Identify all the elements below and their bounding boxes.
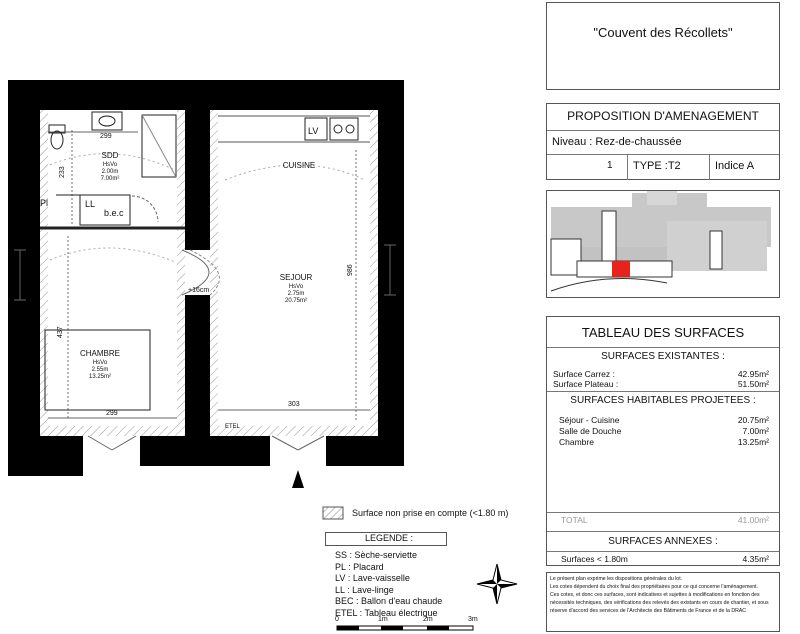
wall-top	[8, 80, 404, 110]
room-sejour-hsvo: HsVo	[288, 284, 304, 290]
scale-tick: 2m	[423, 616, 433, 623]
room-sdd-hsvo: HsVo	[102, 162, 118, 168]
wall-bottom-right	[326, 436, 404, 466]
proposal-type: TYPE :T2	[633, 160, 681, 172]
legend-items	[335, 550, 442, 619]
wall-right	[378, 80, 404, 436]
projected-label: Salle de Douche	[559, 426, 622, 436]
wall-left	[8, 80, 40, 475]
north-arrow-entrance	[292, 470, 304, 488]
note-line: nécessités techniques, des vérifications des relevés des existants en cours de chantier, et sous	[550, 600, 769, 606]
note-line: Les cotes dépendent du choix final des propriétaires pour ce qui concerne l'aménagement.	[550, 584, 759, 590]
wall-bottom-center	[140, 436, 270, 466]
legend-item: ETEL : Tableau électrique	[335, 607, 438, 618]
compass-rose-icon	[475, 562, 520, 607]
note-line: Ces cotes, et donc ces surfaces, sont indicatives et sujettes à modifications en fonction des	[550, 592, 760, 598]
proposal-lot: 1	[607, 160, 613, 171]
annex-title: SURFACES ANNEXES :	[608, 536, 718, 547]
room-sdd-name: SDD	[101, 151, 119, 160]
dim-sdd-h: 233	[59, 166, 66, 178]
wall-bottom-left	[8, 436, 83, 476]
scale-tick: 0	[335, 616, 339, 623]
legend-item: SS : Sèche-serviette	[335, 550, 418, 560]
surfaces-title: TABLEAU DES SURFACES	[581, 325, 745, 340]
dim-chambre-w: 299	[106, 410, 118, 417]
legend-item: PL : Placard	[335, 561, 384, 572]
walls	[8, 80, 404, 476]
sink-sdd	[92, 112, 122, 130]
room-chambre-hsvo: HsVo	[92, 360, 108, 366]
projected-value: 7.00m²	[742, 426, 769, 436]
projected-label: Séjour - Cuisine	[559, 415, 620, 425]
hatch-swatch	[322, 506, 344, 520]
projected-label: Chambre	[559, 437, 594, 447]
scale-tick: 1m	[378, 616, 388, 623]
dim-sejour-w: 303	[288, 401, 300, 408]
annex-label: Surfaces < 1.80m	[561, 554, 628, 564]
disclaimer-note	[546, 572, 780, 632]
label-etel: ETEL	[225, 424, 241, 430]
note-line: Le présent plan exprime les dispositions générales du lot.	[550, 576, 683, 582]
room-chambre-area: 13.25m²	[88, 374, 112, 380]
legend-box	[325, 532, 535, 632]
room-chambre-name: CHAMBRE	[79, 349, 121, 358]
label-pl: Pl	[40, 198, 49, 208]
hatch-legend-text: Surface non prise en compte (<1.80 m)	[352, 508, 509, 518]
proposal-title: PROPOSITION D'AMENAGEMENT	[567, 109, 759, 123]
legend-item: LV : Lave-vaisselle	[335, 573, 410, 583]
projected-value: 20.75m²	[737, 415, 769, 425]
room-sejour-height: 2.75m	[287, 291, 305, 297]
scale-bar	[335, 618, 475, 632]
existing-value: 51.50m²	[737, 379, 769, 389]
project-title: "Couvent des Récollets"	[593, 25, 733, 40]
toilet	[51, 131, 63, 149]
label-bec: b.e.c	[104, 208, 124, 218]
kitchen-counter	[218, 116, 370, 142]
label-ll: LL	[85, 199, 96, 209]
wall-middle-upper	[185, 110, 210, 250]
proposal-box	[546, 103, 780, 180]
room-sdd-area: 7.00m²	[100, 176, 120, 182]
room-sejour-area: 20.75m²	[284, 298, 308, 304]
room-sdd-height: 2.00m	[101, 169, 119, 175]
room-chambre-height: 2.55m	[91, 367, 109, 373]
wall-middle-lower	[185, 295, 210, 436]
sdd-door-swing	[132, 196, 158, 222]
door-sejour	[272, 436, 324, 450]
proposal-index: Indice A	[715, 160, 755, 172]
existing-label: Surface Carrez :	[553, 369, 615, 379]
site-plan	[547, 191, 779, 297]
label-lv: LV	[308, 126, 319, 136]
dim-sdd-w: 299	[100, 133, 112, 140]
surfaces-table	[546, 316, 780, 566]
proposal-level: Niveau : Rez-de-chaussée	[552, 136, 682, 148]
site-plan-box	[546, 190, 780, 298]
dim-sejour-h: 986	[347, 264, 354, 276]
label-step: +16cm	[188, 287, 210, 294]
door-chambre	[88, 436, 136, 450]
projected-title: SURFACES HABITABLES PROJETEES :	[570, 395, 756, 406]
existing-label: Surface Plateau :	[553, 379, 619, 389]
legend-item: BEC : Ballon d'eau chaude	[335, 596, 443, 606]
lot-highlight	[612, 261, 630, 277]
total-label: TOTAL	[561, 515, 588, 525]
annex-value: 4.35m²	[742, 554, 769, 564]
room-cuisine-name: CUISINE	[282, 161, 316, 170]
note-line: réserve d'accord des services de l'Architecte des Bâtiments de France et de la DRAC	[550, 608, 747, 614]
legend-title: LEGENDE :	[365, 533, 414, 543]
existing-title: SURFACES EXISTANTES :	[601, 351, 725, 362]
dim-chambre-h: 437	[57, 326, 64, 338]
project-title-box	[546, 2, 780, 90]
room-sejour-name: SEJOUR	[279, 273, 313, 282]
projected-value: 13.25m²	[737, 437, 769, 447]
legend-item: LL : Lave-linge	[335, 584, 394, 595]
existing-value: 42.95m²	[737, 369, 769, 379]
total-value: 41.00m²	[737, 515, 769, 525]
scale-tick: 3m	[468, 616, 478, 623]
